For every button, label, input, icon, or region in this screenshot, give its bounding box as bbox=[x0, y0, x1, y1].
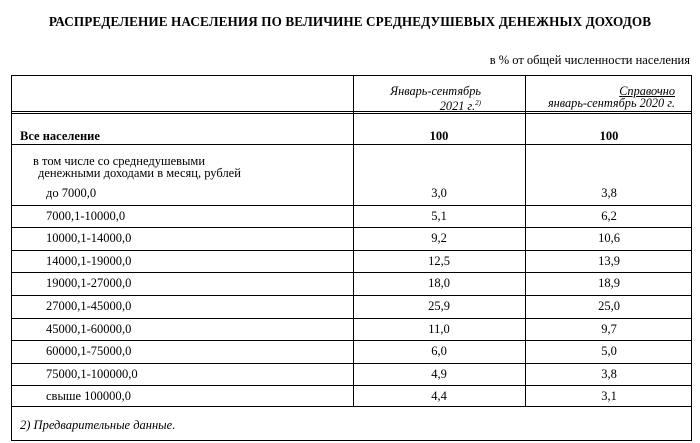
row-divider bbox=[12, 363, 691, 364]
row-value-2020: 18,9 bbox=[598, 276, 620, 291]
row-value-2021: 6,0 bbox=[431, 344, 447, 359]
row-label: 14000,1-19000,0 bbox=[46, 253, 132, 268]
row-divider bbox=[12, 227, 691, 228]
row-label: 45000,1-60000,0 bbox=[46, 321, 132, 336]
row-value-2021: 12,5 bbox=[428, 253, 450, 268]
row-divider bbox=[12, 295, 691, 296]
row-label: свыше 100000,0 bbox=[46, 389, 132, 404]
total-label: Все население bbox=[20, 129, 100, 143]
header-2021-line2: 2021 г. bbox=[439, 99, 476, 113]
row-value-2021: 18,0 bbox=[428, 276, 450, 291]
row-divider bbox=[12, 385, 691, 386]
row-value-2021: 11,0 bbox=[428, 321, 450, 336]
header-2021 bbox=[353, 85, 481, 112]
row-value-2020: 6,2 bbox=[601, 208, 617, 223]
footnote-ref: 2) bbox=[475, 99, 481, 107]
row-label: 7000,1-10000,0 bbox=[46, 208, 126, 223]
total-2020: 100 bbox=[599, 129, 619, 143]
header-2020 bbox=[525, 85, 675, 109]
row-value-2020: 25,0 bbox=[598, 299, 620, 313]
row-label: 75000,1-100000,0 bbox=[46, 366, 138, 381]
row-label: 10000,1-14000,0 bbox=[46, 231, 132, 246]
row-divider bbox=[12, 318, 691, 319]
row-value-2021: 4,9 bbox=[431, 366, 447, 381]
header-divider bbox=[12, 111, 691, 114]
row-value-2021: 9,2 bbox=[431, 231, 447, 246]
row-value-2021: 4,4 bbox=[431, 389, 447, 404]
row-label: 27000,1-45000,0 bbox=[46, 299, 132, 313]
row-value-2021: 3,0 bbox=[431, 186, 447, 200]
row-label: 19000,1-27000,0 bbox=[46, 276, 132, 291]
row-value-2020: 5,0 bbox=[601, 344, 617, 359]
footnote-divider bbox=[12, 406, 691, 407]
row-value-2021: 25,9 bbox=[428, 299, 450, 313]
header-2020-line2: январь-сентябрь 2020 г. bbox=[547, 96, 675, 110]
total-2021: 100 bbox=[429, 129, 449, 143]
header-2021-line1: Январь-сентябрь bbox=[390, 84, 481, 98]
row-value-2020: 3,8 bbox=[601, 366, 617, 381]
header-2020-line1: Справочно bbox=[619, 84, 675, 98]
row-divider bbox=[12, 250, 691, 251]
subheader-line2: денежными доходами в месяц, рублей bbox=[38, 166, 241, 180]
row-divider bbox=[12, 340, 691, 341]
row-value-2020: 10,6 bbox=[598, 231, 620, 246]
subheader-line1: в том числе со среднедушевыми bbox=[33, 154, 206, 168]
row-value-2021: 5,1 bbox=[431, 208, 447, 223]
row-value-2020: 3,8 bbox=[601, 186, 617, 200]
row-label: до 7000,0 bbox=[46, 186, 97, 200]
page-title: РАСПРЕДЕЛЕНИЕ НАСЕЛЕНИЯ ПО ВЕЛИЧИНЕ СРЕДНЕДУШЕВЫХ ДЕНЕЖНЫХ ДОХОДОВ bbox=[48, 14, 652, 29]
row-value-2020: 3,1 bbox=[601, 389, 617, 404]
row-value-2020: 9,7 bbox=[601, 321, 617, 336]
income-distribution-table bbox=[11, 75, 692, 441]
row-label: 60000,1-75000,0 bbox=[46, 344, 132, 359]
row-divider bbox=[12, 272, 691, 273]
row-divider bbox=[12, 205, 691, 206]
footnote: 2) Предварительные данные. bbox=[20, 418, 176, 432]
row-value-2020: 13,9 bbox=[598, 253, 620, 268]
unit-note: в % от общей численности населения bbox=[489, 53, 690, 67]
row-divider bbox=[12, 144, 691, 145]
